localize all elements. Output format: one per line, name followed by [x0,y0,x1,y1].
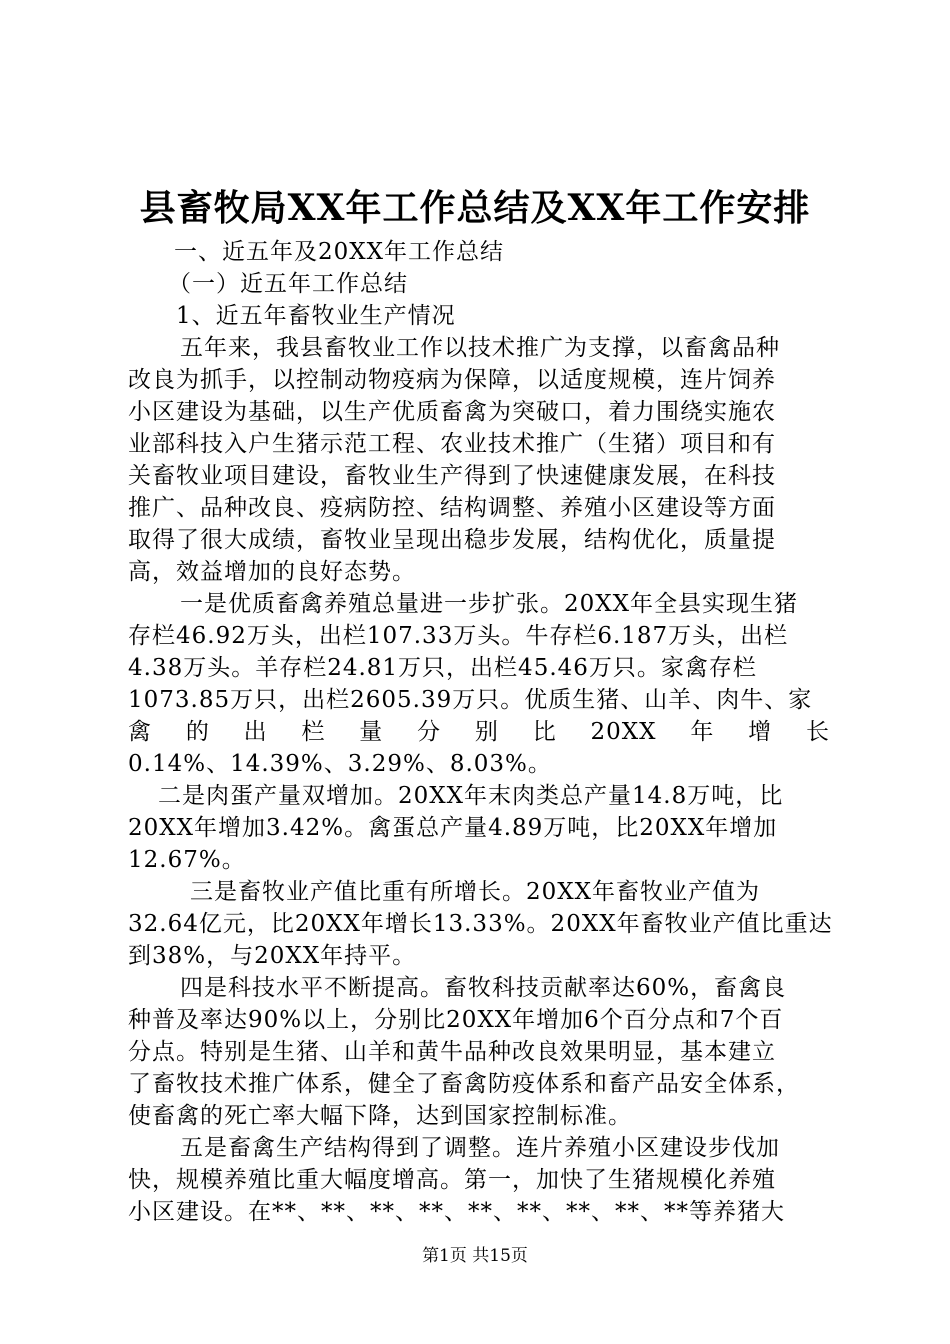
paragraph-overview [128,332,830,588]
document-title: 县畜牧局XX年工作总结及XX年工作安排 [139,187,811,229]
paragraph-line-justified [128,716,830,748]
justified-word: 量 [359,719,384,745]
paragraph-line: 取得了很大成绩，畜牧业呈现出稳步发展，结构优化，质量提 [128,527,776,553]
section-heading: 一、近五年及20XX年工作总结 [174,239,505,265]
paragraph-meat-egg [128,780,830,876]
paragraph-line: 业部科技入户生猪示范工程、农业技术推广（生猪）项目和有 [128,431,776,457]
justified-word: 年 [690,719,715,745]
justified-word: 的 [185,719,210,745]
paragraph-line: 1073.85万只，出栏2605.39万只。优质生猪、山羊、肉牛、家 [128,687,813,713]
paragraph-line: 4.38万头。羊存栏24.81万只，出栏45.46万只。家禽存栏 [128,655,757,681]
justified-word: 别 [474,719,499,745]
subsubsection-heading: 1、近五年畜牧业生产情况 [176,303,456,329]
paragraph-line: 二是肉蛋产量双增加。20XX年末肉类总产量14.8万吨，比 [158,783,784,809]
justified-word: 增 [748,719,773,745]
paragraph-line: 12.67%。 [128,847,246,873]
paragraph-line: 32.64亿元，比20XX年增长13.33%。20XX年畜牧业产值比重达 [128,911,833,937]
justified-word: 出 [243,719,268,745]
paragraph-output-value [128,876,833,972]
paragraph-line: 快，规模养殖比重大幅度增高。第一，加快了生猪规模化养殖 [128,1167,776,1193]
paragraph-line: 存栏46.92万头，出栏107.33万头。牛存栏6.187万头，出栏 [128,623,789,649]
paragraph-line: 使畜禽的死亡率大幅下降，达到国家控制标准。 [128,1103,632,1129]
paragraph-technology [128,972,830,1132]
justified-word: 栏 [301,719,326,745]
paragraph-line: 五是畜禽生产结构得到了调整。连片养殖小区建设步伐加 [180,1135,780,1161]
paragraph-line: 小区建设为基础，以生产优质畜禽为突破口，着力围绕实施农 [128,399,776,425]
paragraph-line: 分点。特别是生猪、山羊和黄牛品种改良效果明显，基本建立 [128,1039,776,1065]
paragraph-line: 五年来，我县畜牧业工作以技术推广为支撑，以畜禽品种 [180,335,780,361]
justified-word: 长 [805,719,830,745]
justified-word: 分 [417,719,442,745]
justified-word: 比 [532,719,557,745]
paragraph-line: 种普及率达90%以上，分别比20XX年增加6个百分点和7个百 [128,1007,784,1033]
paragraph-line: 到38%，与20XX年持平。 [128,943,417,969]
paragraph-line: 关畜牧业项目建设，畜牧业生产得到了快速健康发展，在科技 [128,463,776,489]
paragraph-line: 三是畜牧业产值比重有所增长。20XX年畜牧业产值为 [190,879,761,905]
paragraph-structure [128,1132,830,1228]
paragraph-line: 一是优质畜禽养殖总量进一步扩张。20XX年全县实现生猪 [180,591,799,617]
subsection-heading: （一）近五年工作总结 [168,271,408,297]
paragraph-line: 推广、品种改良、疫病防控、结构调整、养殖小区建设等方面 [128,495,776,521]
document-body [128,236,833,1228]
page-number-footer: 第1页 共15页 [422,1246,528,1266]
paragraph-line: 20XX年增加3.42%。禽蛋总产量4.89万吨，比20XX年增加 [128,815,778,841]
paragraph-line: 0.14%、14.39%、3.29%、8.03%。 [128,751,552,777]
paragraph-line: 四是科技水平不断提高。畜牧科技贡献率达60%，畜禽良 [180,975,787,1001]
paragraph-line: 小区建设。在**、**、**、**、**、**、**、**、**等养猪大 [128,1199,785,1225]
justified-word: 禽 [128,719,152,745]
paragraph-line: 了畜牧技术推广体系，健全了畜禽防疫体系和畜产品安全体系， [128,1071,800,1097]
paragraph-livestock-volume [128,588,830,780]
paragraph-line: 高，效益增加的良好态势。 [128,559,416,585]
justified-word: 20XX [590,719,657,745]
paragraph-line: 改良为抓手，以控制动物疫病为保障，以适度规模，连片饲养 [128,367,776,393]
